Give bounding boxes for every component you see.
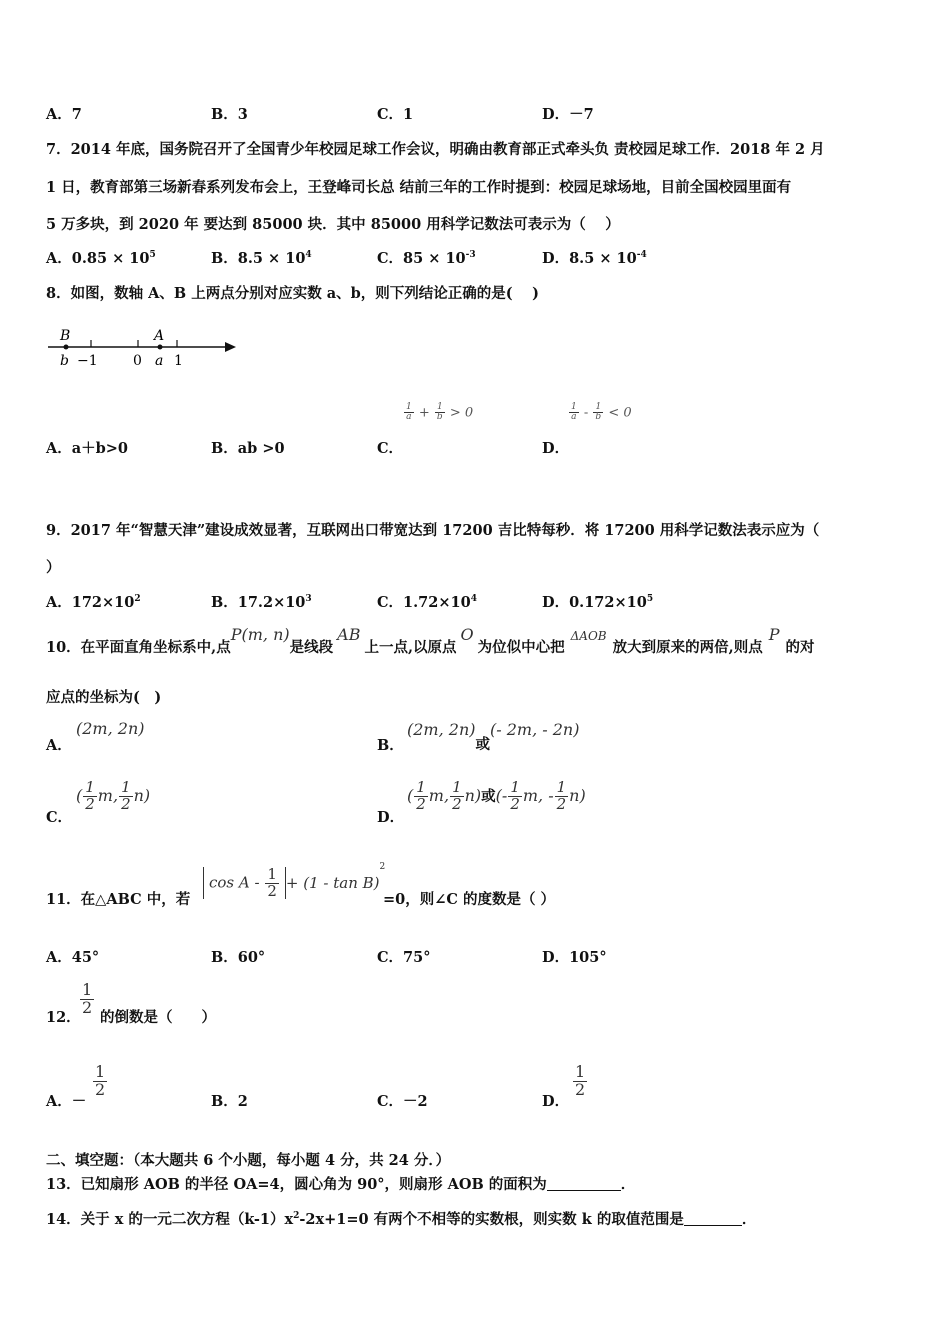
q9-option-a: A．$172\times 10^2$	[46, 594, 141, 611]
q10-option-a-value: (2m, 2n)	[76, 719, 145, 738]
q8-option-d: D．	[542, 440, 570, 457]
point-a	[158, 345, 163, 350]
q9-stem-line2: ）	[46, 559, 61, 576]
number-line-arrow	[225, 342, 236, 352]
q12-stem: 的倒数是（ ）	[100, 1009, 216, 1026]
q14-stem: 14．关于 x 的一元二次方程$(k-1)x^2-2x+1=0$ 有两个不相等的实数根，则实数 k 的取值范围是 ．	[46, 1211, 757, 1228]
q13-stem: 13．已知扇形 AOB 的半径 OA=4，圆心角为 90°，则扇形 AOB 的面积为 ．	[46, 1176, 636, 1193]
q8-option-c-expression: $\frac{1}{a}$ + $\frac{1}{b}$ > 0	[406, 402, 474, 423]
q10-option-b-label: B．	[377, 737, 404, 754]
q7-stem-line1: 7．2014 年底，国务院召开了全国青少年校园足球工作会议，明确由教育部正式牵头负 责校园足球工作．2018 年 2 月	[46, 141, 825, 158]
q11-option-d: D．105°	[542, 949, 607, 966]
q6-option-c: C．1	[377, 106, 414, 123]
q7-option-a: A．$0.85 \times 10^5$	[46, 250, 156, 267]
q12-number: 12．	[46, 1009, 81, 1026]
q7-option-c: C．$85 \times 10^{-3}$	[377, 250, 476, 267]
point-b	[64, 345, 69, 350]
section-heading-fill-in: 二、填空题：（本大题共 6 个小题，每小题 4 分，共 24 分．）	[46, 1152, 451, 1169]
q10-option-d-value: ( $\frac{1}{2}$ m, $\frac{1}{2}$ n)或(- $\frac{1}{2}$ m, - $\frac{1}{2}$ n)	[407, 778, 586, 813]
q6-option-b: B．3	[211, 106, 248, 123]
q7-stem-line2: 1 日，教育部第三场新春系列发布会上，王登峰司长总 结前三年的工作时提到：校园足球场地，目前全国校园里面有	[46, 179, 792, 196]
q11-expression: cos A - $\frac{1}{2}$ + (1 - tan B)$^2$	[203, 862, 385, 899]
q10-stem-line2: 应点的坐标为( )	[46, 689, 162, 706]
q9-option-c: C．$1.72\times 10^4$	[377, 594, 477, 611]
q6-option-a: A．7	[46, 106, 82, 123]
label-b-upper: B	[60, 328, 71, 344]
q12-option-d-fraction: $\frac{1}{2}$	[575, 1062, 586, 1099]
q10-option-a-label: A．	[46, 737, 72, 754]
q10-option-b-value: (2m, 2n)或(- 2m, - 2n)	[407, 720, 580, 753]
q11-stem-pre: 11．在△ABC 中，若	[46, 891, 191, 908]
q8-option-a: A．a＋b>0	[46, 440, 129, 457]
q6-option-d: D．－7	[542, 106, 594, 123]
q12-option-a-label: A．－	[46, 1093, 87, 1110]
q12-option-c: C．－2	[377, 1093, 428, 1110]
q12-option-d-label: D．	[542, 1093, 570, 1110]
q11-option-b: B．60°	[211, 949, 266, 966]
label-neg1: −1	[77, 353, 98, 369]
q8-stem: 8．如图，数轴 A、B 上两点分别对应实数 a、b，则下列结论正确的是( )	[46, 285, 540, 302]
label-one: 1	[174, 353, 183, 369]
q9-stem-line1: 9．2017 年“智慧天津”建设成效显著，互联网出口带宽达到 17200 吉比特每秒．将 17200 用科学记数法表示应为（	[46, 522, 820, 539]
q9-option-b: B．$17.2\times 10^3$	[211, 594, 312, 611]
q10-option-d-label: D．	[377, 809, 405, 826]
q8-option-d-expression: $\frac{1}{a}$ - $\frac{1}{b}$ < 0	[571, 402, 632, 423]
q12-option-a-fraction: $\frac{1}{2}$	[95, 1062, 106, 1099]
q7-option-d: D．$8.5 \times 10^{-4}$	[542, 250, 647, 267]
q12-option-b: B．2	[211, 1093, 248, 1110]
q10-stem-line1: 10．在平面直角坐标系中,点P(m, n)是线段AB上一点,以原点O为位似中心把$^{\Delta AOB}$放大到原来的两倍,则点P的对	[46, 625, 815, 656]
q7-stem-line3: 5 万多块，到 2020 年 要达到 85000 块．其中 85000 用科学记数法可表示为（ ）	[46, 216, 620, 233]
q11-option-c: C．75°	[377, 949, 431, 966]
label-a-lower: a	[155, 353, 164, 369]
label-zero: 0	[133, 353, 142, 369]
number-line-figure	[44, 325, 244, 375]
q11-option-a: A．45°	[46, 949, 100, 966]
label-a-upper: A	[154, 328, 165, 344]
q14-answer-blank[interactable]	[684, 1225, 742, 1226]
label-b-lower: b	[60, 353, 69, 369]
q8-option-c: C．	[377, 440, 404, 457]
q10-option-c-label: C．	[46, 809, 73, 826]
q7-option-b: B．$8.5 \times 10^4$	[211, 250, 312, 267]
q12-fraction: $\frac{1}{2}$	[82, 980, 93, 1017]
q13-answer-blank[interactable]	[547, 1190, 621, 1191]
q9-option-d: D．$0.172\times 10^5$	[542, 594, 654, 611]
q10-option-c-value: ( $\frac{1}{2}$ m, $\frac{1}{2}$ n)	[76, 778, 151, 813]
q11-stem-post: =0，则∠C 的度数是（ ）	[383, 891, 556, 908]
q8-option-b: B．ab >0	[211, 440, 285, 457]
